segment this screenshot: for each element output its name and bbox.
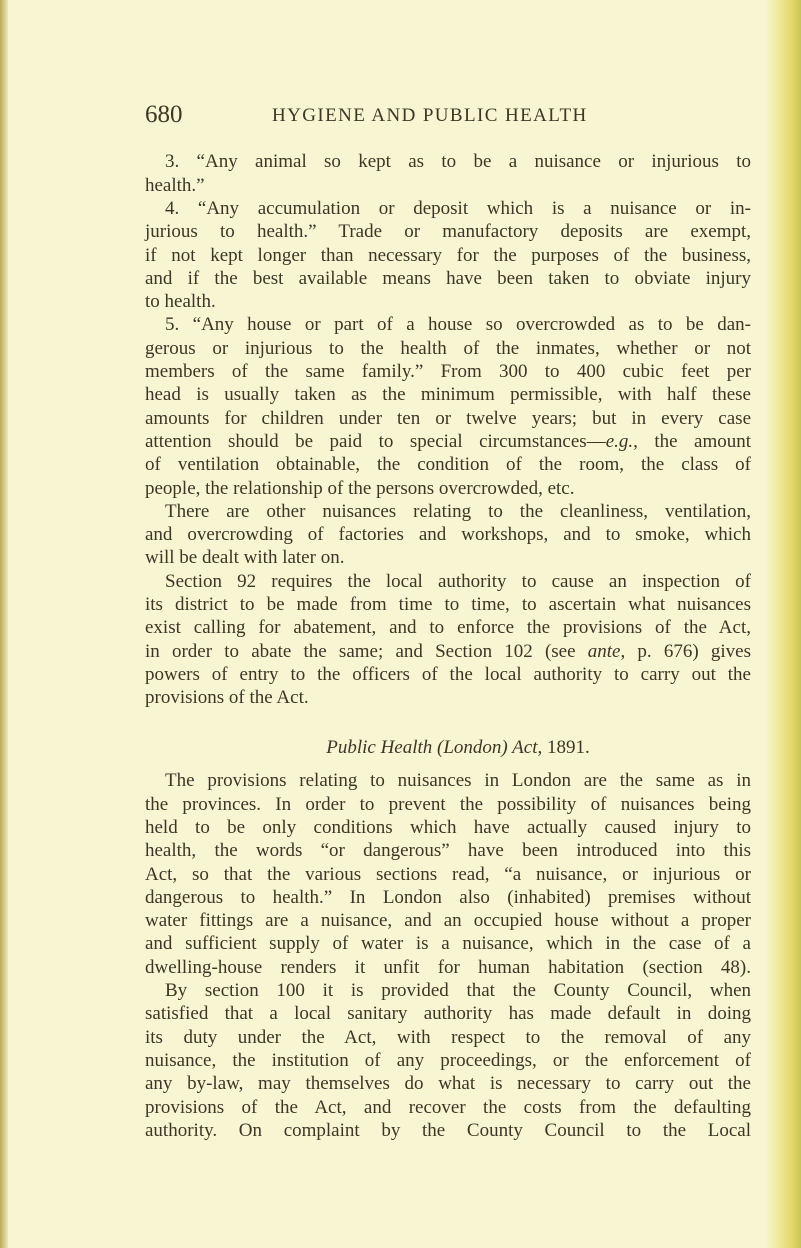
text-line: people, the relationship of the persons overcrowded, etc. bbox=[145, 477, 575, 499]
text-segment: , p. 676) gives bbox=[620, 640, 751, 662]
section-heading-year: , 1891. bbox=[537, 737, 590, 758]
text-line: The provisions relating to nuisances in London are the same as in bbox=[165, 770, 751, 792]
text-segment: attention should be paid to special circumstances— bbox=[145, 430, 606, 452]
text-line: There are other nuisances relating to the cleanliness, ventilation, bbox=[165, 500, 751, 522]
text-line: will be dealt with later on. bbox=[145, 547, 345, 569]
text-line: authority. On complaint by the County Council to the Local bbox=[145, 1119, 751, 1141]
text-line: head is usually taken as the minimum permissible, with half these bbox=[145, 384, 751, 406]
text-segment: , the amount bbox=[633, 430, 752, 452]
text-line: dwelling-house renders it unfit for human habitation (section 48). bbox=[145, 956, 751, 978]
text-line: held to be only conditions which have actually caused injury to bbox=[145, 816, 751, 838]
text-line: Act, so that the various sections read, “a nuisance, or injurious or bbox=[145, 863, 751, 885]
text-line: exist calling for abatement, and to enforce the provisions of the Act, bbox=[145, 617, 751, 639]
text-line: any by-law, may themselves do what is necessary to carry out the bbox=[145, 1073, 751, 1095]
section-heading bbox=[145, 736, 751, 760]
text-segment: in order to abate the same; and Section 102 (see bbox=[145, 640, 588, 662]
text-line: dangerous to health.” In London also (inhabited) premises without bbox=[145, 886, 751, 908]
running-title: HYGIENE AND PUBLIC HEALTH bbox=[272, 105, 588, 126]
text-line: Section 92 requires the local authority to cause an inspection of bbox=[165, 570, 751, 592]
text-line: jurious to health.” Trade or manufactory deposits are exempt, bbox=[145, 221, 751, 243]
section-heading-title: Public Health (London) Act bbox=[326, 737, 538, 758]
text-line: amounts for children under ten or twelve years; but in every case bbox=[145, 407, 751, 429]
text-line bbox=[145, 640, 751, 663]
page-binding-edge bbox=[0, 0, 8, 1248]
text-line: provisions of the Act, and recover the costs from the defaulting bbox=[145, 1096, 751, 1118]
text-line: powers of entry to the officers of the local authority to carry out the bbox=[145, 663, 751, 685]
text-line: the provinces. In order to prevent the possibility of nuisances being bbox=[145, 793, 751, 815]
text-line: members of the same family.” From 300 to 400 cubic feet per bbox=[145, 361, 751, 383]
text-line: its duty under the Act, with respect to the removal of any bbox=[145, 1026, 751, 1048]
text-line: of ventilation obtainable, the condition of the room, the class of bbox=[145, 454, 751, 476]
text-line: and if the best available means have been taken to obviate injury bbox=[145, 267, 751, 289]
text-line: and sufficient supply of water is a nuisance, which in the case of a bbox=[145, 933, 751, 955]
text-line bbox=[145, 430, 751, 453]
text-line: if not kept longer than necessary for the purposes of the business, bbox=[145, 244, 751, 266]
text-line: its district to be made from time to time, to ascertain what nuisances bbox=[145, 594, 751, 616]
text-line: satisfied that a local sanitary authority has made default in doing bbox=[145, 1003, 751, 1025]
page-fore-edge bbox=[765, 0, 801, 1248]
text-line: 4. “Any accumulation or deposit which is a nuisance or in- bbox=[165, 197, 751, 219]
text-line: 3. “Any animal so kept as to be a nuisance or injurious to bbox=[165, 151, 751, 173]
italic-text: ante bbox=[587, 640, 621, 662]
text-line: 5. “Any house or part of a house so overcrowded as to be dan- bbox=[165, 314, 751, 336]
text-line: water fittings are a nuisance, and an occupied house without a proper bbox=[145, 910, 751, 932]
italic-text: e.g. bbox=[605, 430, 634, 452]
text-line: health.” bbox=[145, 174, 205, 196]
text-line: and overcrowding of factories and workshops, and to smoke, which bbox=[145, 524, 751, 546]
text-line: to health. bbox=[145, 291, 216, 313]
text-line: health, the words “or dangerous” have been introduced into this bbox=[145, 840, 751, 862]
text-line: gerous or injurious to the health of the inmates, whether or not bbox=[145, 337, 751, 359]
text-line: provisions of the Act. bbox=[145, 687, 309, 709]
text-line: nuisance, the institution of any proceedings, or the enforcement of bbox=[145, 1049, 751, 1071]
text-line: By section 100 it is provided that the County Council, when bbox=[165, 980, 751, 1002]
running-head bbox=[145, 100, 751, 130]
page-number: 680 bbox=[145, 101, 183, 128]
